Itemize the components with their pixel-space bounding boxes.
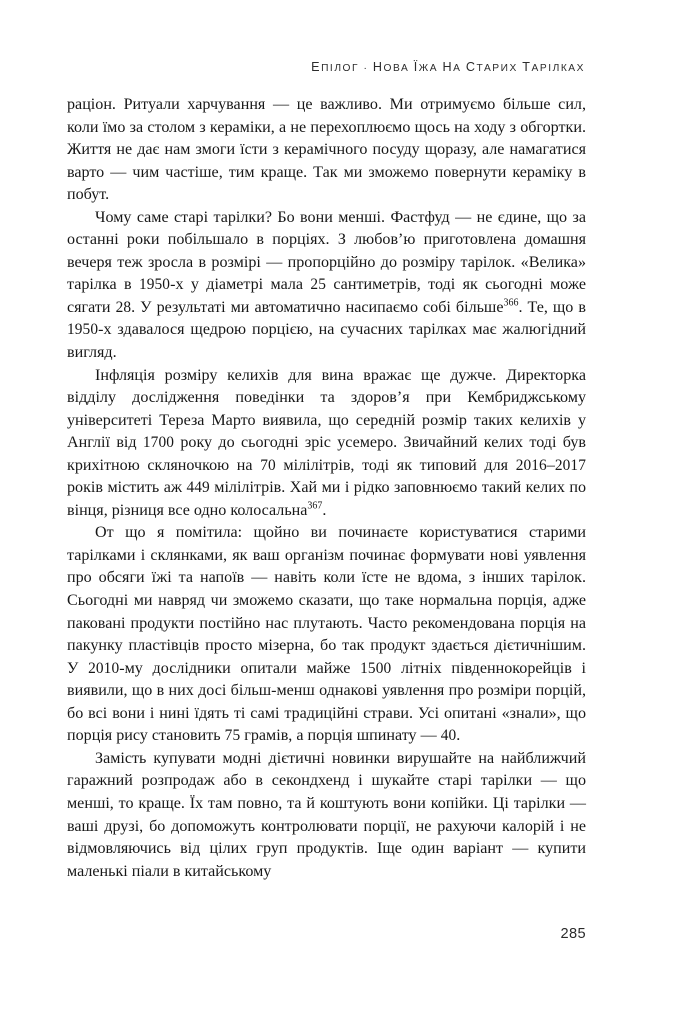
paragraph-5-text: Замість купувати модні дієтичні новинки вирушайте на найближчий гаражний розпродаж або в секондхенд і шукайте старі тарілки — що менші, то краще. Їх там повно, та й коштують вони копійки. Ці тарілки — ваші друзі, бо допоможуть контролювати порції, не рахуючи калорій і не відмовляючись від цілих груп продуктів. Іще один варіант — купити маленькі піали в китайському [67,749,586,880]
page-number [67,926,586,942]
footnote-marker-367[interactable]: 367 [307,500,323,512]
paragraph-3-text-after-footnote: . [322,501,327,519]
paragraph-2-text-before-footnote: Чому саме старі тарілки? Бо вони менші. Фастфуд — не єдине, що за останні роки побільшало в порціях. З любов’ю приготовлена домашня вечеря теж зросла в розмірі — пропорційно до розміру тарілок. «Велика» тарілка в 1950-х у діаметрі мала 25 сантиметрів, тоді як сьогодні може сягати 28. У результаті ми автоматично насипаємо собі більше [67,208,586,316]
paragraph-2-text-after-footnote: . Те, що в 1950-х здавалося щедрою порцією, на сучасних тарілках має жалюгідний вигляд. [67,298,586,362]
paragraph-2 [67,207,586,365]
running-head [67,60,585,76]
running-head-separator: · [363,63,369,74]
paragraph-4-text: От що я помітила: щойно ви починаєте користуватися старими тарілками і склянками, як ваш організм починає формувати нові уявлення про обсяги їжі та напоїв — навіть коли їсте не вдома, з інших тарілок. Сьогодні ми навряд чи зможемо сказати, що таке нормальна порція, адже паковані продукти постійно нас плутають. Часто рекомендована порція на пакунку пластівців просто мізерна, бо так продукт здається дієтичнішим. У 2010-му дослідники опитали майже 1500 літніх південнокорейців і виявили, що в них досі більш-менш однакові уявлення про розміри порцій, бо всі вони і нині їдять ті самі традиційні страви. Усі опитані «знали», що порція рису становить 75 грамів, а порція шпинату — 40. [67,524,586,745]
paragraph-3-text-before-footnote: Інфляція розміру келихів для вина вражає ще дужче. Директорка відділу дослідження поведінки та здоров’я при Кембриджському університеті Тереза Марто виявила, що середній розмір таких келихів у Англії від 1700 року до сьогодні зріс усемеро. Звичайний келих тоді був крихітною скляночкою на 70 мілілітрів, тоді як типовий для 2016–2017 років містить аж 449 мілілітрів. Хай ми і рідко заповнюємо такий келих по вінця, різниця все одно колосальна [67,366,587,519]
running-head-text: ЕПІЛОГ · НОВА ЇЖА НА СТАРИХ ТАРІЛКАХ [311,60,585,74]
paragraph-5 [67,748,586,883]
paragraph-4 [67,522,586,747]
body-text-block [67,94,586,883]
page-number-value: 285 [560,926,586,942]
footnote-marker-366[interactable]: 366 [503,297,519,309]
paragraph-1-text: раціон. Ритуали харчування — це важливо. Ми отримуємо більше сил, коли їмо за столом з кераміки, а не перехоплюємо щось на ходу з обгортки. Життя не дає нам змоги їсти з керамічного посуду щоразу, але намагатися варто — чим частіше, тим краще. Так ми зможемо повернути кераміку в побут. [67,96,586,204]
paragraph-1 [67,94,586,207]
paragraph-3 [67,365,586,523]
